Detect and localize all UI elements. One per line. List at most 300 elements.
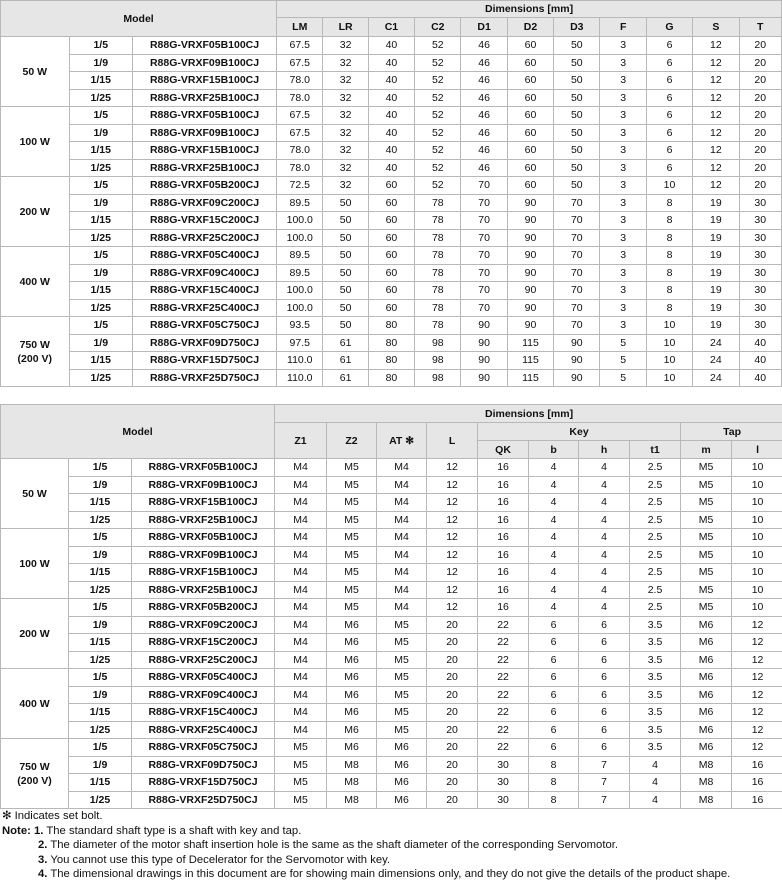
value-cell: M6: [327, 704, 377, 722]
value-cell: 50: [323, 282, 368, 300]
value-cell: 60: [368, 177, 414, 195]
ratio-cell: 1/9: [69, 54, 132, 72]
model-cell: R88G-VRXF09C200CJ: [132, 616, 275, 634]
value-cell: 110.0: [277, 369, 323, 387]
value-cell: 20: [427, 756, 478, 774]
model-cell: R88G-VRXF25C200CJ: [132, 651, 275, 669]
table-row: [1, 317, 782, 335]
value-cell: 8: [529, 774, 579, 792]
ratio-cell: 1/25: [69, 721, 132, 739]
value-cell: 20: [739, 177, 781, 195]
value-cell: 19: [693, 282, 739, 300]
wattage-cell: 200 W: [1, 599, 69, 669]
model-cell: R88G-VRXF05C400CJ: [132, 247, 276, 265]
value-cell: 8: [646, 247, 692, 265]
value-cell: M5: [681, 564, 732, 582]
col-header-d2: D2: [507, 18, 553, 37]
value-cell: 2.5: [630, 581, 681, 599]
value-cell: 70: [461, 212, 507, 230]
value-cell: 24: [693, 352, 739, 370]
value-cell: 22: [478, 616, 529, 634]
value-cell: 19: [693, 317, 739, 335]
value-cell: 90: [507, 212, 553, 230]
value-cell: 70: [554, 212, 600, 230]
value-cell: 50: [554, 54, 600, 72]
value-cell: 40: [368, 37, 414, 55]
model-cell: R88G-VRXF25C400CJ: [132, 721, 275, 739]
value-cell: 90: [554, 352, 600, 370]
col-header-tap-m: m: [681, 441, 732, 459]
value-cell: 2.5: [630, 529, 681, 547]
value-cell: 10: [732, 546, 782, 564]
value-cell: M4: [377, 459, 427, 477]
value-cell: 30: [739, 229, 781, 247]
ratio-cell: 1/25: [69, 89, 132, 107]
value-cell: 4: [579, 599, 630, 617]
value-cell: 12: [693, 72, 739, 90]
value-cell: M4: [275, 494, 327, 512]
value-cell: M6: [681, 651, 732, 669]
value-cell: M4: [377, 529, 427, 547]
ratio-cell: 1/25: [69, 369, 132, 387]
value-cell: M5: [681, 581, 732, 599]
table-row: [1, 546, 782, 564]
model-cell: R88G-VRXF09B100CJ: [132, 54, 276, 72]
value-cell: 50: [554, 124, 600, 142]
value-cell: 8: [646, 194, 692, 212]
value-cell: 7: [579, 791, 630, 809]
value-cell: 60: [507, 177, 553, 195]
value-cell: 19: [693, 212, 739, 230]
model-cell: R88G-VRXF25B100CJ: [132, 159, 276, 177]
value-cell: 12: [732, 704, 782, 722]
value-cell: 50: [554, 72, 600, 90]
model-cell: R88G-VRXF05C750CJ: [132, 317, 276, 335]
value-cell: 90: [554, 369, 600, 387]
value-cell: M4: [275, 599, 327, 617]
value-cell: 67.5: [277, 124, 323, 142]
value-cell: 19: [693, 299, 739, 317]
value-cell: 8: [646, 299, 692, 317]
value-cell: 12: [693, 54, 739, 72]
value-cell: 12: [693, 89, 739, 107]
value-cell: M6: [377, 739, 427, 757]
value-cell: M6: [681, 669, 732, 687]
value-cell: M5: [327, 494, 377, 512]
ratio-cell: 1/5: [69, 247, 132, 265]
model-cell: R88G-VRXF15C400CJ: [132, 282, 276, 300]
ratio-cell: 1/9: [69, 264, 132, 282]
value-cell: 12: [732, 721, 782, 739]
value-cell: 8: [529, 791, 579, 809]
value-cell: M5: [327, 564, 377, 582]
key-header: Key: [478, 423, 681, 441]
col-header-lm: LM: [277, 18, 323, 37]
value-cell: 10: [732, 529, 782, 547]
value-cell: 20: [739, 159, 781, 177]
value-cell: 52: [415, 159, 461, 177]
value-cell: 6: [646, 107, 692, 125]
model-cell: R88G-VRXF15B100CJ: [132, 564, 275, 582]
value-cell: M5: [377, 616, 427, 634]
table-row: [1, 756, 782, 774]
value-cell: M8: [327, 791, 377, 809]
ratio-cell: 1/9: [69, 194, 132, 212]
value-cell: M4: [275, 686, 327, 704]
value-cell: M5: [681, 599, 732, 617]
ratio-cell: 1/25: [69, 299, 132, 317]
value-cell: 20: [739, 37, 781, 55]
model-cell: R88G-VRXF05C750CJ: [132, 739, 275, 757]
ratio-cell: 1/9: [69, 756, 132, 774]
value-cell: 16: [478, 459, 529, 477]
value-cell: 7: [579, 774, 630, 792]
value-cell: 20: [427, 616, 478, 634]
value-cell: 90: [507, 229, 553, 247]
wattage-cell: 750 W (200 V): [1, 739, 69, 809]
wattage-cell: 100 W: [1, 529, 69, 599]
value-cell: M8: [681, 756, 732, 774]
table-row: [1, 37, 782, 55]
value-cell: M5: [681, 494, 732, 512]
value-cell: 3: [600, 282, 646, 300]
value-cell: 3: [600, 54, 646, 72]
wattage-cell: 400 W: [1, 669, 69, 739]
value-cell: 3.5: [630, 704, 681, 722]
table-row: [1, 791, 782, 809]
value-cell: 22: [478, 651, 529, 669]
value-cell: 8: [646, 212, 692, 230]
value-cell: 5: [600, 352, 646, 370]
note-text: The standard shaft type is a shaft with key and tap.: [46, 825, 301, 837]
value-cell: 52: [415, 54, 461, 72]
col-header-key-t1: t1: [630, 441, 681, 459]
value-cell: M5: [327, 459, 377, 477]
value-cell: 2.5: [630, 511, 681, 529]
note-number: 4.: [38, 868, 47, 880]
value-cell: 20: [427, 669, 478, 687]
value-cell: M6: [327, 686, 377, 704]
value-cell: 89.5: [277, 194, 323, 212]
value-cell: 12: [693, 177, 739, 195]
note-number: 1.: [34, 825, 43, 837]
model-cell: R88G-VRXF05B100CJ: [132, 529, 275, 547]
value-cell: 12: [427, 529, 478, 547]
value-cell: 12: [427, 546, 478, 564]
table-row: [1, 669, 782, 687]
model-cell: R88G-VRXF25C400CJ: [132, 299, 276, 317]
value-cell: 78: [415, 247, 461, 265]
value-cell: 3: [600, 72, 646, 90]
model-cell: R88G-VRXF25D750CJ: [132, 369, 276, 387]
note-text: The dimensional drawings in this document are for showing main dimensions only, and they do not give the details of the product shape.: [50, 868, 730, 880]
dimensions-table-2: [0, 404, 782, 809]
model-cell: R88G-VRXF09C400CJ: [132, 686, 275, 704]
value-cell: 98: [415, 334, 461, 352]
value-cell: M6: [327, 721, 377, 739]
value-cell: 30: [739, 264, 781, 282]
value-cell: 60: [368, 247, 414, 265]
value-cell: 80: [368, 334, 414, 352]
value-cell: 3.5: [630, 686, 681, 704]
value-cell: 50: [323, 299, 368, 317]
ratio-cell: 1/15: [69, 634, 132, 652]
col-header-c1: C1: [368, 18, 414, 37]
value-cell: 78: [415, 194, 461, 212]
value-cell: M5: [681, 459, 732, 477]
value-cell: 40: [368, 142, 414, 160]
value-cell: 80: [368, 317, 414, 335]
value-cell: 70: [554, 247, 600, 265]
value-cell: 60: [368, 229, 414, 247]
value-cell: 3: [600, 89, 646, 107]
value-cell: 78.0: [277, 142, 323, 160]
table-row: [1, 369, 782, 387]
value-cell: 30: [739, 212, 781, 230]
value-cell: 22: [478, 721, 529, 739]
value-cell: 12: [427, 459, 478, 477]
value-cell: M6: [377, 774, 427, 792]
table-row: [1, 212, 782, 230]
wattage-cell: 200 W: [1, 177, 70, 247]
value-cell: 16: [478, 599, 529, 617]
value-cell: 5: [600, 334, 646, 352]
value-cell: 78: [415, 229, 461, 247]
value-cell: 7: [579, 756, 630, 774]
value-cell: 16: [732, 774, 782, 792]
table-row: [1, 599, 782, 617]
value-cell: 110.0: [277, 352, 323, 370]
model-cell: R88G-VRXF09D750CJ: [132, 756, 275, 774]
value-cell: 22: [478, 739, 529, 757]
value-cell: M6: [681, 634, 732, 652]
value-cell: 6: [646, 159, 692, 177]
value-cell: 4: [529, 494, 579, 512]
value-cell: 90: [461, 317, 507, 335]
value-cell: 4: [579, 546, 630, 564]
col-header-d3: D3: [554, 18, 600, 37]
value-cell: M8: [327, 774, 377, 792]
table-row: [1, 299, 782, 317]
value-cell: 6: [579, 669, 630, 687]
value-cell: 60: [368, 299, 414, 317]
ratio-cell: 1/9: [69, 334, 132, 352]
value-cell: 3.5: [630, 634, 681, 652]
value-cell: 32: [323, 37, 368, 55]
value-cell: 16: [478, 546, 529, 564]
value-cell: M5: [275, 756, 327, 774]
value-cell: 89.5: [277, 247, 323, 265]
value-cell: 46: [461, 37, 507, 55]
value-cell: 50: [554, 177, 600, 195]
value-cell: 78: [415, 282, 461, 300]
table-row: [1, 107, 782, 125]
value-cell: 40: [739, 334, 781, 352]
col-header-s: S: [693, 18, 739, 37]
value-cell: 93.5: [277, 317, 323, 335]
table-row: [1, 739, 782, 757]
value-cell: 16: [478, 564, 529, 582]
ratio-cell: 1/15: [69, 282, 132, 300]
value-cell: 20: [739, 54, 781, 72]
model-cell: R88G-VRXF15B100CJ: [132, 142, 276, 160]
value-cell: 8: [646, 264, 692, 282]
model-cell: R88G-VRXF05C400CJ: [132, 669, 275, 687]
value-cell: 2.5: [630, 546, 681, 564]
model-cell: R88G-VRXF05B100CJ: [132, 107, 276, 125]
value-cell: 4: [579, 564, 630, 582]
value-cell: 4: [529, 511, 579, 529]
value-cell: 100.0: [277, 229, 323, 247]
note-number: 3.: [38, 854, 47, 866]
value-cell: M4: [275, 546, 327, 564]
table-row: [1, 581, 782, 599]
value-cell: 52: [415, 72, 461, 90]
value-cell: 78.0: [277, 159, 323, 177]
value-cell: 12: [693, 37, 739, 55]
value-cell: 70: [554, 317, 600, 335]
value-cell: 3: [600, 37, 646, 55]
value-cell: 90: [507, 194, 553, 212]
value-cell: 70: [461, 194, 507, 212]
value-cell: 78: [415, 299, 461, 317]
value-cell: M5: [377, 634, 427, 652]
value-cell: 12: [427, 494, 478, 512]
value-cell: 60: [507, 54, 553, 72]
value-cell: 30: [739, 247, 781, 265]
note-text: The diameter of the motor shaft insertion hole is the same as the shaft diameter of the corresponding Servomotor.: [50, 839, 618, 851]
value-cell: M4: [275, 581, 327, 599]
value-cell: 4: [579, 529, 630, 547]
value-cell: 6: [529, 721, 579, 739]
value-cell: M5: [327, 599, 377, 617]
value-cell: 3.5: [630, 651, 681, 669]
value-cell: M4: [377, 599, 427, 617]
value-cell: 6: [579, 686, 630, 704]
value-cell: 40: [739, 352, 781, 370]
value-cell: 4: [579, 581, 630, 599]
table-row: [1, 459, 782, 477]
ratio-cell: 1/5: [69, 529, 132, 547]
value-cell: 6: [646, 142, 692, 160]
value-cell: 70: [554, 299, 600, 317]
value-cell: M5: [377, 669, 427, 687]
value-cell: 2.5: [630, 494, 681, 512]
ratio-cell: 1/15: [69, 142, 132, 160]
value-cell: 6: [579, 651, 630, 669]
value-cell: 4: [579, 459, 630, 477]
value-cell: 100.0: [277, 299, 323, 317]
table-row: [1, 159, 782, 177]
value-cell: 3: [600, 194, 646, 212]
value-cell: 32: [323, 142, 368, 160]
value-cell: 70: [461, 177, 507, 195]
value-cell: 4: [630, 756, 681, 774]
value-cell: 16: [478, 494, 529, 512]
value-cell: 10: [646, 369, 692, 387]
value-cell: 3: [600, 107, 646, 125]
ratio-cell: 1/25: [69, 511, 132, 529]
ratio-cell: 1/25: [69, 791, 132, 809]
value-cell: 19: [693, 194, 739, 212]
ratio-cell: 1/15: [69, 704, 132, 722]
value-cell: 24: [693, 369, 739, 387]
ratio-cell: 1/15: [69, 564, 132, 582]
value-cell: M4: [275, 529, 327, 547]
table-row: [1, 229, 782, 247]
value-cell: M6: [681, 686, 732, 704]
value-cell: 61: [323, 334, 368, 352]
value-cell: 3: [600, 264, 646, 282]
value-cell: 89.5: [277, 264, 323, 282]
ratio-cell: 1/15: [69, 352, 132, 370]
value-cell: M5: [377, 704, 427, 722]
value-cell: M4: [275, 651, 327, 669]
value-cell: M6: [327, 634, 377, 652]
value-cell: 3: [600, 159, 646, 177]
note-text: You cannot use this type of Decelerator for the Servomotor with key.: [50, 854, 390, 866]
value-cell: 30: [739, 194, 781, 212]
model-cell: R88G-VRXF25C200CJ: [132, 229, 276, 247]
value-cell: 50: [323, 212, 368, 230]
value-cell: M4: [377, 476, 427, 494]
ratio-cell: 1/15: [69, 72, 132, 90]
note-item-4: [2, 867, 782, 882]
value-cell: 46: [461, 54, 507, 72]
value-cell: 46: [461, 159, 507, 177]
value-cell: 70: [554, 282, 600, 300]
value-cell: 4: [529, 564, 579, 582]
col-header-t: T: [739, 18, 781, 37]
value-cell: 115: [507, 369, 553, 387]
value-cell: 90: [507, 317, 553, 335]
value-cell: 78.0: [277, 72, 323, 90]
value-cell: 3.5: [630, 669, 681, 687]
table-row: [1, 352, 782, 370]
value-cell: 20: [427, 774, 478, 792]
value-cell: 8: [529, 756, 579, 774]
value-cell: M5: [275, 774, 327, 792]
value-cell: 10: [732, 494, 782, 512]
value-cell: 32: [323, 177, 368, 195]
value-cell: M4: [275, 459, 327, 477]
model-cell: R88G-VRXF09B100CJ: [132, 546, 275, 564]
value-cell: 8: [646, 282, 692, 300]
table-row: [1, 651, 782, 669]
value-cell: 6: [646, 54, 692, 72]
table-row: [1, 494, 782, 512]
value-cell: M4: [275, 721, 327, 739]
value-cell: 12: [427, 564, 478, 582]
value-cell: 3: [600, 317, 646, 335]
value-cell: 2.5: [630, 459, 681, 477]
value-cell: 67.5: [277, 54, 323, 72]
value-cell: 20: [427, 704, 478, 722]
value-cell: M4: [377, 546, 427, 564]
value-cell: M4: [275, 616, 327, 634]
value-cell: 6: [529, 616, 579, 634]
note-item-1: [2, 824, 782, 839]
value-cell: 6: [646, 124, 692, 142]
value-cell: 70: [461, 229, 507, 247]
value-cell: 40: [368, 89, 414, 107]
value-cell: 12: [427, 476, 478, 494]
value-cell: M6: [681, 616, 732, 634]
value-cell: 6: [646, 72, 692, 90]
value-cell: 16: [732, 791, 782, 809]
value-cell: 90: [461, 369, 507, 387]
model-cell: R88G-VRXF25B100CJ: [132, 511, 275, 529]
